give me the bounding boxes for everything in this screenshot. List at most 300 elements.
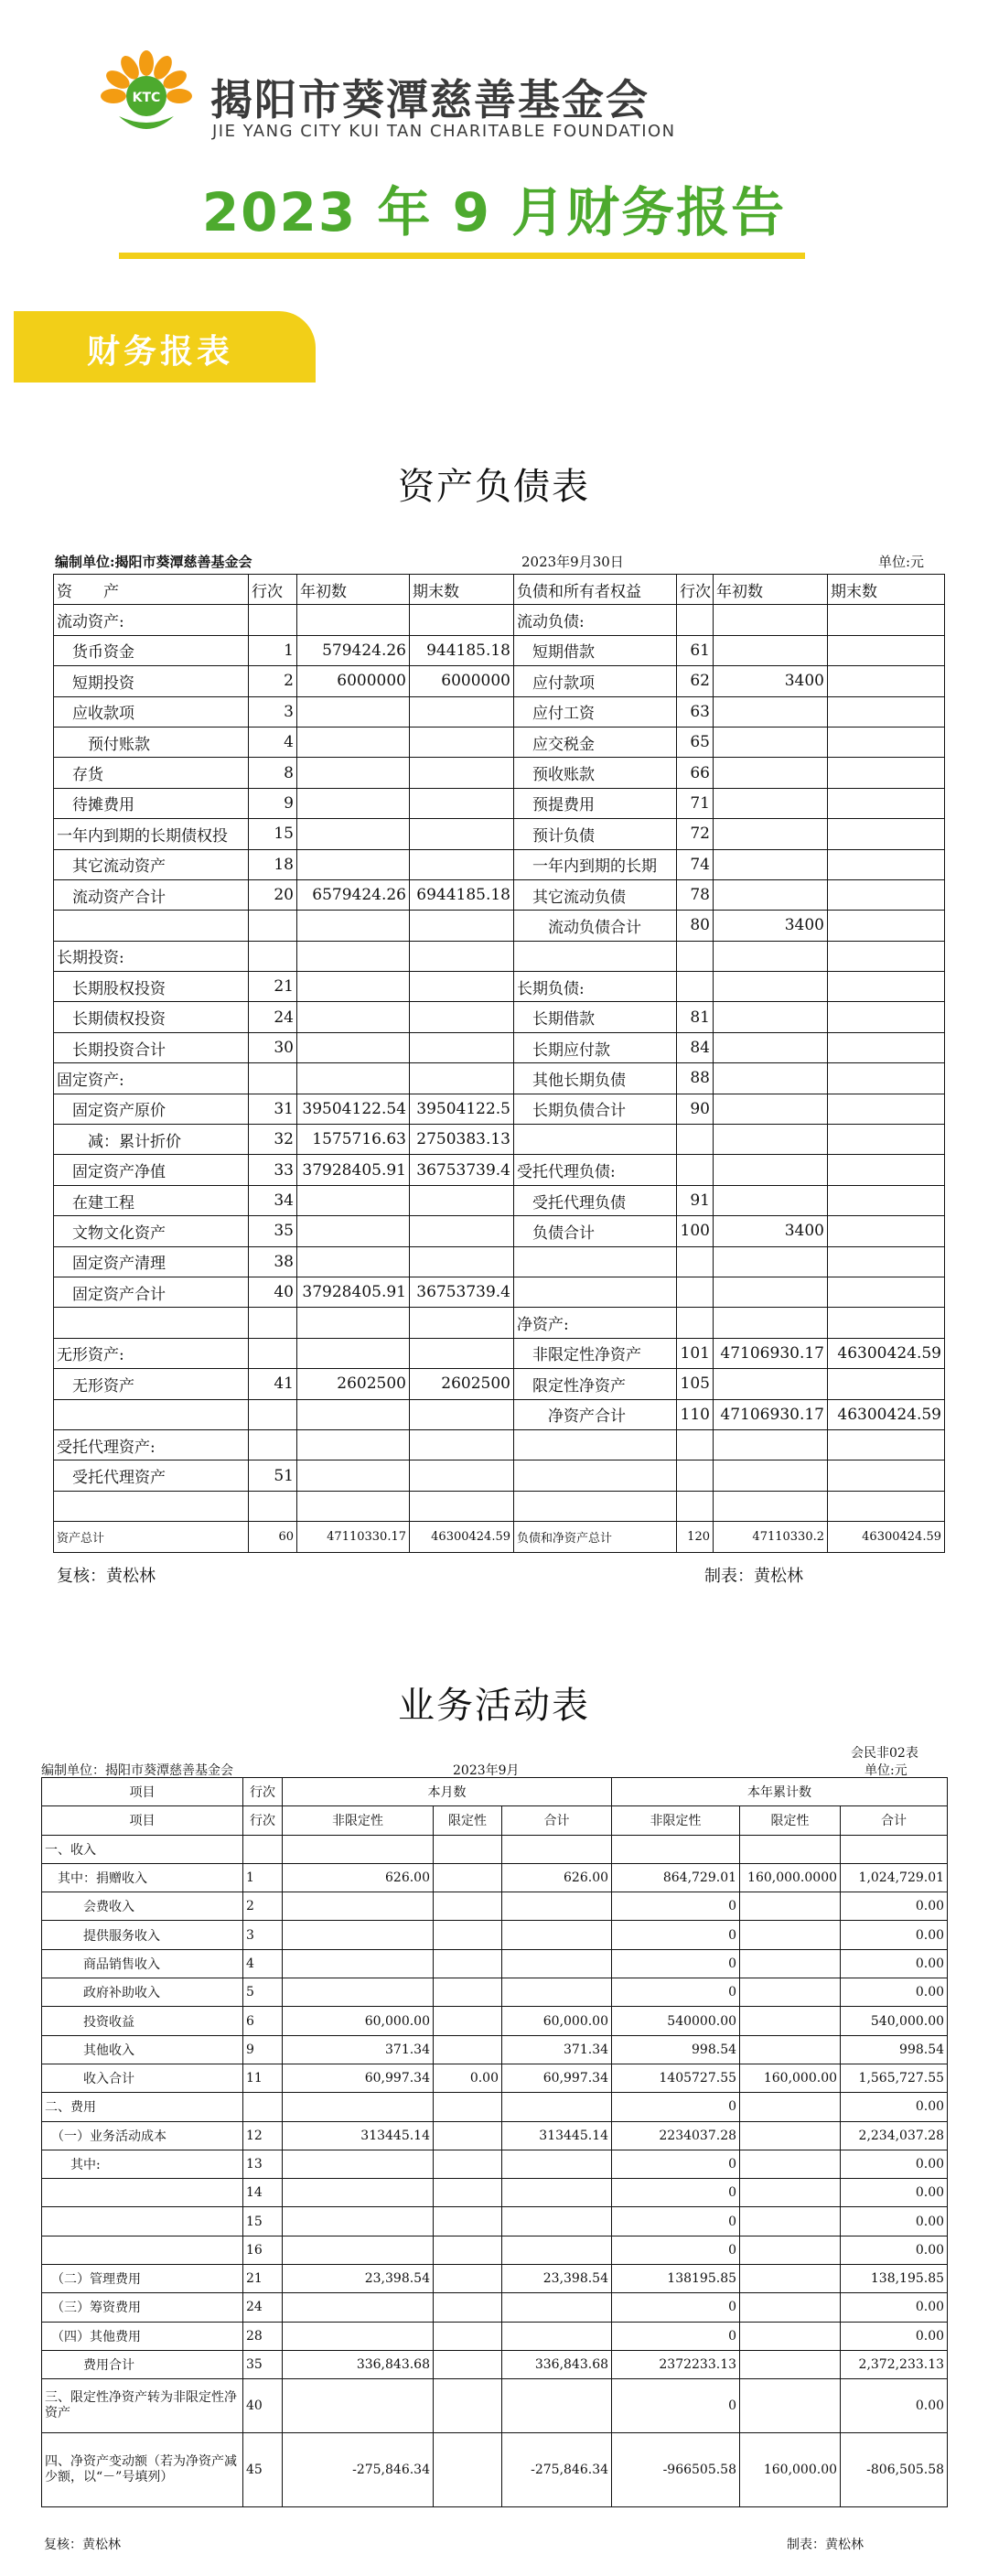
bs-cell xyxy=(714,788,828,818)
bs-cell: 63 xyxy=(677,696,714,727)
bs-cell xyxy=(828,605,945,635)
section-tab xyxy=(14,311,316,383)
bs-unit-org: 编制单位:揭阳市葵潭慈善基金会 xyxy=(55,554,252,570)
bs-cell: 受托代理负债 xyxy=(514,1185,677,1215)
bs-cell: 72 xyxy=(677,819,714,849)
bs-cell: 8 xyxy=(249,758,297,788)
is-cell: 其中: xyxy=(42,2150,243,2178)
bs-cell: 在建工程 xyxy=(54,1185,249,1215)
is-cell: 13 xyxy=(243,2150,283,2178)
is-footer-review: 复核：黄松林 xyxy=(44,2538,121,2552)
is-cell xyxy=(283,2093,434,2121)
is-cell: 0.00 xyxy=(841,2379,948,2433)
bs-table-row xyxy=(54,1522,945,1552)
bs-cell: 受托代理负债: xyxy=(514,1155,677,1185)
is-cell: -275,846.34 xyxy=(502,2433,612,2507)
bs-cell: 长期投资: xyxy=(54,941,249,971)
bs-cell: 负债合计 xyxy=(514,1216,677,1246)
bs-unit: 单位:元 xyxy=(878,554,925,570)
is-cell: 0.00 xyxy=(841,2207,948,2236)
bs-cell: 应付款项 xyxy=(514,666,677,696)
is-cell: 23,398.54 xyxy=(283,2265,434,2293)
is-cell: （二）管理费用 xyxy=(42,2265,243,2293)
bs-cell: 62 xyxy=(677,666,714,696)
bs-cell: 长期应付款 xyxy=(514,1032,677,1062)
bs-cell xyxy=(410,1032,514,1062)
is-cell xyxy=(434,2433,502,2507)
bs-cell: 其他长期负债 xyxy=(514,1063,677,1094)
is-date: 2023年9月 xyxy=(453,1763,520,1778)
sunflower-logo-icon xyxy=(101,50,192,142)
is-cell xyxy=(283,2236,434,2264)
is-table-row xyxy=(42,2236,948,2264)
bs-table-row xyxy=(54,1308,945,1338)
bs-cell xyxy=(54,1399,249,1429)
is-cell xyxy=(502,1978,612,2007)
is-cell xyxy=(740,2379,841,2433)
bs-cell xyxy=(677,1125,714,1155)
is-cell: 24 xyxy=(243,2293,283,2322)
bs-cell: 其它流动负债 xyxy=(514,879,677,910)
is-cell: 0.00 xyxy=(841,2179,948,2207)
section-tab-label: 财务报表 xyxy=(87,333,234,371)
bs-cell: 74 xyxy=(677,849,714,879)
bs-cell xyxy=(410,1246,514,1277)
bs-cell: 预付账款 xyxy=(54,727,249,757)
is-cell xyxy=(434,1921,502,1949)
bs-cell xyxy=(714,1246,828,1277)
header-logo xyxy=(101,50,741,151)
is-cell: 60,000.00 xyxy=(283,2007,434,2035)
bs-cell: 66 xyxy=(677,758,714,788)
is-cell xyxy=(434,1978,502,2007)
is-cell: 0 xyxy=(612,1921,740,1949)
is-cell xyxy=(434,2293,502,2322)
bs-cell xyxy=(54,1491,249,1521)
bs-cell xyxy=(410,1185,514,1215)
is-cell xyxy=(740,2207,841,2236)
bs-cell: 净资产合计 xyxy=(514,1399,677,1429)
bs-table-row xyxy=(54,666,945,696)
is-cell: 3 xyxy=(243,1921,283,1949)
bs-cell xyxy=(297,1063,410,1094)
bs-cell xyxy=(297,1216,410,1246)
bs-cell: 流动资产: xyxy=(54,605,249,635)
is-cell: 45 xyxy=(243,2433,283,2507)
bs-table-row xyxy=(54,941,945,971)
is-header-cell: 非限定性 xyxy=(283,1806,434,1835)
is-cell: 60,997.34 xyxy=(283,2064,434,2092)
is-cell: 其他收入 xyxy=(42,2035,243,2064)
bs-cell xyxy=(410,941,514,971)
is-cell xyxy=(502,1949,612,1978)
is-cell xyxy=(434,2093,502,2121)
bs-cell xyxy=(714,1155,828,1185)
is-cell: 0.00 xyxy=(841,1892,948,1921)
is-cell: -275,846.34 xyxy=(283,2433,434,2507)
bs-cell xyxy=(410,1338,514,1368)
is-cell xyxy=(502,2379,612,2433)
bs-table-row xyxy=(54,1002,945,1032)
is-cell: 1405727.55 xyxy=(612,2064,740,2092)
bs-table-row xyxy=(54,1399,945,1429)
bs-cell: 47106930.17 xyxy=(714,1399,828,1429)
bs-cell xyxy=(677,972,714,1002)
is-cell: -806,505.58 xyxy=(841,2433,948,2507)
bs-cell: 71 xyxy=(677,788,714,818)
bs-cell: 47106930.17 xyxy=(714,1338,828,1368)
bs-cell xyxy=(828,727,945,757)
bs-cell xyxy=(828,1216,945,1246)
bs-cell xyxy=(828,1185,945,1215)
bs-table-row xyxy=(54,879,945,910)
bs-cell: 待摊费用 xyxy=(54,788,249,818)
bs-cell: 30 xyxy=(249,1032,297,1062)
is-cell xyxy=(283,2150,434,2178)
bs-cell xyxy=(714,727,828,757)
is-cell: 1,024,729.01 xyxy=(841,1863,948,1892)
bs-footer-prepare: 制表：黄松林 xyxy=(704,1567,803,1586)
bs-cell xyxy=(677,1429,714,1460)
income-statement-title: 业务活动表 xyxy=(398,1685,590,1727)
bs-cell xyxy=(714,1094,828,1124)
bs-cell xyxy=(297,1460,410,1491)
bs-cell xyxy=(249,1063,297,1094)
bs-cell xyxy=(828,758,945,788)
is-cell xyxy=(740,2179,841,2207)
bs-cell xyxy=(410,849,514,879)
bs-cell: 3400 xyxy=(714,1216,828,1246)
is-cell: 15 xyxy=(243,2207,283,2236)
bs-cell xyxy=(54,1308,249,1338)
is-cell: 2,372,233.13 xyxy=(841,2350,948,2378)
bs-table-row xyxy=(54,727,945,757)
bs-cell xyxy=(410,1216,514,1246)
bs-cell: 105 xyxy=(677,1369,714,1399)
is-table-row xyxy=(42,1892,948,1921)
bs-cell: 65 xyxy=(677,727,714,757)
bs-cell xyxy=(514,1429,677,1460)
bs-cell: 固定资产净值 xyxy=(54,1155,249,1185)
is-cell xyxy=(283,1835,434,1863)
bs-cell xyxy=(677,1460,714,1491)
is-cell: 864,729.01 xyxy=(612,1863,740,1892)
bs-cell xyxy=(249,1399,297,1429)
is-cell xyxy=(434,2207,502,2236)
bs-cell xyxy=(514,1246,677,1277)
bs-cell: 36753739.4 xyxy=(410,1155,514,1185)
org-name-cn: 揭阳市葵潭慈善基金会 xyxy=(210,75,650,124)
bs-cell xyxy=(714,941,828,971)
bs-cell xyxy=(410,1491,514,1521)
bs-cell xyxy=(297,758,410,788)
is-cell: 0.00 xyxy=(841,2150,948,2178)
is-cell: 0 xyxy=(612,2293,740,2322)
bs-cell xyxy=(714,605,828,635)
is-cell xyxy=(740,1835,841,1863)
is-cell: 0.00 xyxy=(841,2322,948,2350)
bs-table-row xyxy=(54,1216,945,1246)
is-cell xyxy=(283,1921,434,1949)
bs-table-row xyxy=(54,758,945,788)
is-unit-org: 编制单位：揭阳市葵潭慈善基金会 xyxy=(41,1763,233,1778)
is-cell xyxy=(434,2322,502,2350)
bs-table-row xyxy=(54,1094,945,1124)
bs-cell xyxy=(677,1491,714,1521)
bs-cell: 固定资产: xyxy=(54,1063,249,1094)
is-cell xyxy=(434,2179,502,2207)
bs-cell xyxy=(410,1429,514,1460)
bs-header-cell: 行次 xyxy=(677,575,714,605)
is-cell: 998.54 xyxy=(841,2035,948,2064)
bs-cell xyxy=(828,849,945,879)
is-cell xyxy=(740,2350,841,2378)
is-cell: （四）其他费用 xyxy=(42,2322,243,2350)
bs-cell: 3 xyxy=(249,696,297,727)
bs-date: 2023年9月30日 xyxy=(521,554,624,570)
bs-cell xyxy=(410,696,514,727)
is-table-row xyxy=(42,2293,948,2322)
bs-cell xyxy=(714,758,828,788)
is-cell xyxy=(434,2265,502,2293)
bs-cell: 31 xyxy=(249,1094,297,1124)
bs-cell: 6000000 xyxy=(297,666,410,696)
bs-table-row xyxy=(54,1155,945,1185)
is-cell xyxy=(740,2265,841,2293)
bs-table-row xyxy=(54,696,945,727)
is-cell: 0.00 xyxy=(841,1949,948,1978)
bs-table-row xyxy=(54,1491,945,1521)
bs-cell xyxy=(514,1491,677,1521)
bs-table-row xyxy=(54,1246,945,1277)
bs-cell xyxy=(297,1491,410,1521)
is-cell: 一、收入 xyxy=(42,1835,243,1863)
bs-table-row xyxy=(54,911,945,941)
is-cell: 21 xyxy=(243,2265,283,2293)
is-cell xyxy=(740,1978,841,2007)
is-cell: 12 xyxy=(243,2121,283,2150)
is-cell: 提供服务收入 xyxy=(42,1921,243,1949)
bs-cell: 36753739.4 xyxy=(410,1277,514,1307)
bs-cell: 2602500 xyxy=(297,1369,410,1399)
is-cell: 336,843.68 xyxy=(502,2350,612,2378)
bs-cell xyxy=(828,1246,945,1277)
bs-cell: 预提费用 xyxy=(514,788,677,818)
bs-cell: 预收账款 xyxy=(514,758,677,788)
bs-header-row xyxy=(54,575,945,605)
bs-cell xyxy=(249,941,297,971)
bs-cell: 长期股权投资 xyxy=(54,972,249,1002)
is-header-cell: 限定性 xyxy=(434,1806,502,1835)
bs-cell xyxy=(514,1460,677,1491)
is-cell: 11 xyxy=(243,2064,283,2092)
bs-cell xyxy=(828,941,945,971)
is-cell xyxy=(612,1835,740,1863)
bs-cell xyxy=(297,1185,410,1215)
bs-cell xyxy=(828,1429,945,1460)
bs-cell: 3400 xyxy=(714,911,828,941)
bs-table-row xyxy=(54,1063,945,1094)
bs-cell xyxy=(249,1491,297,1521)
is-header-ytd: 本年累计数 xyxy=(612,1778,948,1806)
is-table-row xyxy=(42,2121,948,2150)
bs-cell xyxy=(297,696,410,727)
is-cell: 2372233.13 xyxy=(612,2350,740,2378)
bs-cell xyxy=(297,605,410,635)
is-cell xyxy=(740,2322,841,2350)
bs-header-cell: 行次 xyxy=(249,575,297,605)
is-cell xyxy=(283,2207,434,2236)
bs-cell: 47110330.2 xyxy=(714,1522,828,1552)
is-table-row xyxy=(42,2093,948,2121)
is-cell: 540000.00 xyxy=(612,2007,740,2035)
bs-cell: 39504122.54 xyxy=(297,1094,410,1124)
is-table-row xyxy=(42,1978,948,2007)
is-cell: 0 xyxy=(612,2322,740,2350)
bs-header-cell: 年初数 xyxy=(297,575,410,605)
bs-cell xyxy=(297,819,410,849)
bs-cell xyxy=(828,879,945,910)
is-cell: 0.00 xyxy=(841,2293,948,2322)
is-cell: 其中：捐赠收入 xyxy=(42,1863,243,1892)
is-cell: 138,195.85 xyxy=(841,2265,948,2293)
bs-header-cell: 期末数 xyxy=(828,575,945,605)
bs-cell xyxy=(714,879,828,910)
bs-cell: 6579424.26 xyxy=(297,879,410,910)
is-unit: 单位:元 xyxy=(864,1763,907,1778)
is-cell: 0.00 xyxy=(841,1978,948,2007)
is-cell: 四、净资产变动额（若为净资产减少额，以“－”号填列） xyxy=(42,2433,243,2507)
is-cell xyxy=(740,2093,841,2121)
bs-cell xyxy=(410,819,514,849)
is-cell: 0 xyxy=(612,1949,740,1978)
bs-cell xyxy=(714,1277,828,1307)
bs-cell: 一年内到期的长期债权投 xyxy=(54,819,249,849)
bs-table-row xyxy=(54,605,945,635)
is-cell xyxy=(42,2207,243,2236)
is-cell: 2,234,037.28 xyxy=(841,2121,948,2150)
is-header-cell: 项目 xyxy=(42,1806,243,1835)
is-cell: 60,997.34 xyxy=(502,2064,612,2092)
is-cell: 626.00 xyxy=(283,1863,434,1892)
bs-cell: 39504122.5 xyxy=(410,1094,514,1124)
bs-cell xyxy=(297,1246,410,1277)
bs-cell: 37928405.91 xyxy=(297,1155,410,1185)
is-cell: 160,000.00 xyxy=(740,2064,841,2092)
bs-cell xyxy=(714,635,828,665)
bs-cell: 流动负债: xyxy=(514,605,677,635)
is-cell xyxy=(434,2035,502,2064)
bs-cell: 944185.18 xyxy=(410,635,514,665)
bs-cell xyxy=(828,696,945,727)
bs-cell xyxy=(410,1308,514,1338)
bs-cell xyxy=(714,1002,828,1032)
bs-cell: 38 xyxy=(249,1246,297,1277)
org-name-en: JIE YANG CITY KUI TAN CHARITABLE FOUNDATION xyxy=(212,122,676,141)
is-cell xyxy=(740,2293,841,2322)
is-cell: 4 xyxy=(243,1949,283,1978)
bs-cell xyxy=(249,1338,297,1368)
bs-cell: 长期借款 xyxy=(514,1002,677,1032)
is-cell xyxy=(434,2379,502,2433)
bs-cell xyxy=(828,1277,945,1307)
is-cell: 0 xyxy=(612,2150,740,2178)
is-cell xyxy=(740,1949,841,1978)
is-cell: 16 xyxy=(243,2236,283,2264)
bs-cell: 长期债权投资 xyxy=(54,1002,249,1032)
bs-cell: 受托代理资产: xyxy=(54,1429,249,1460)
is-cell xyxy=(434,2150,502,2178)
bs-cell xyxy=(714,696,828,727)
is-table-row xyxy=(42,2035,948,2064)
is-table-row xyxy=(42,2179,948,2207)
is-cell xyxy=(434,1892,502,1921)
bs-cell xyxy=(410,758,514,788)
is-header-cell: 行次 xyxy=(243,1806,283,1835)
bs-cell xyxy=(828,819,945,849)
bs-cell xyxy=(714,972,828,1002)
bs-table-row xyxy=(54,1338,945,1368)
bs-cell xyxy=(249,1429,297,1460)
bs-cell xyxy=(677,1308,714,1338)
bs-cell xyxy=(54,911,249,941)
is-cell: 2 xyxy=(243,1892,283,1921)
is-cell xyxy=(740,2150,841,2178)
is-cell: 0.00 xyxy=(434,2064,502,2092)
bs-cell: 减：累计折价 xyxy=(54,1125,249,1155)
is-header-cell: 合计 xyxy=(502,1806,612,1835)
is-cell: 1,565,727.55 xyxy=(841,2064,948,2092)
is-header-month: 本月数 xyxy=(283,1778,612,1806)
is-cell: 政府补助收入 xyxy=(42,1978,243,2007)
bs-cell xyxy=(828,1460,945,1491)
is-cell: 会费收入 xyxy=(42,1892,243,1921)
is-table-row xyxy=(42,2350,948,2378)
is-cell xyxy=(283,2179,434,2207)
is-table-row xyxy=(42,2265,948,2293)
is-cell: 23,398.54 xyxy=(502,2265,612,2293)
bs-cell: 46300424.59 xyxy=(828,1399,945,1429)
is-cell: 371.34 xyxy=(502,2035,612,2064)
is-table-row xyxy=(42,1863,948,1892)
is-table-row xyxy=(42,2379,948,2433)
bs-cell: 4 xyxy=(249,727,297,757)
bs-cell xyxy=(514,1125,677,1155)
bs-cell xyxy=(297,788,410,818)
income-statement-table xyxy=(41,1777,948,2507)
bs-cell: 一年内到期的长期 xyxy=(514,849,677,879)
bs-cell: 15 xyxy=(249,819,297,849)
bs-cell xyxy=(714,1429,828,1460)
bs-cell xyxy=(714,1032,828,1062)
bs-cell: 6944185.18 xyxy=(410,879,514,910)
bs-cell: 80 xyxy=(677,911,714,941)
is-cell: 投资收益 xyxy=(42,2007,243,2035)
bs-cell xyxy=(677,941,714,971)
bs-cell: 应收款项 xyxy=(54,696,249,727)
bs-cell: 无形资产: xyxy=(54,1338,249,1368)
bs-cell: 存货 xyxy=(54,758,249,788)
is-cell xyxy=(434,2350,502,2378)
bs-cell: 91 xyxy=(677,1185,714,1215)
is-table-row xyxy=(42,1921,948,1949)
bs-cell: 120 xyxy=(677,1522,714,1552)
bs-cell: 18 xyxy=(249,849,297,879)
is-cell: 313445.14 xyxy=(283,2121,434,2150)
bs-cell xyxy=(297,911,410,941)
bs-cell: 固定资产清理 xyxy=(54,1246,249,1277)
is-cell: 371.34 xyxy=(283,2035,434,2064)
